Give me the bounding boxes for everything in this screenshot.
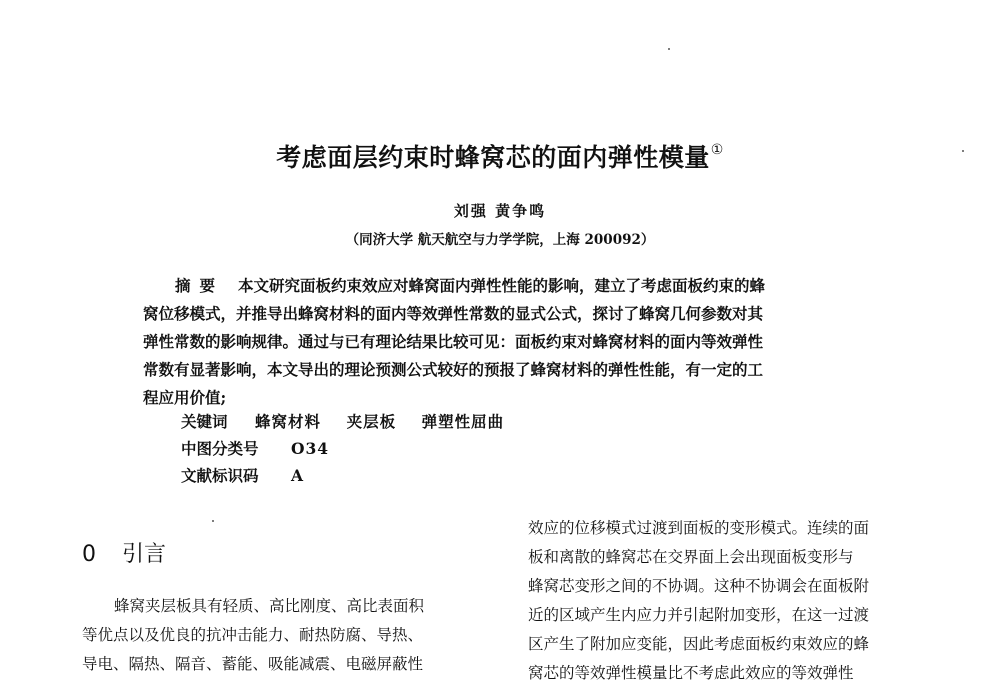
- keywords-label: 关键词: [181, 412, 228, 431]
- scan-speck: [668, 48, 670, 50]
- abstract-line: 窝位移模式，并推导出蜂窝材料的面内等效弹性常数的显式公式，探讨了蜂窝几何参数对其: [143, 304, 764, 323]
- doc-code-label: 文献标识码: [181, 466, 259, 485]
- paragraph-line: 导电、隔热、隔音、蓄能、吸能减震、电磁屏蔽性: [82, 655, 424, 673]
- doc-code-value: A: [291, 466, 305, 485]
- paper-authors: 刘强 黄争鸣: [453, 202, 547, 220]
- section-title: 引言: [122, 542, 167, 567]
- keywords-row: [181, 410, 504, 432]
- scan-speck: [962, 150, 964, 152]
- abstract-line: 程应用价值;: [143, 388, 227, 407]
- abstract-line: 弹性常数的影响规律。通过与已有理论结果比较可见：面板约束对蜂窝材料的面内等效弹性: [143, 332, 764, 351]
- scan-speck: [212, 520, 214, 522]
- abstract-line: [143, 272, 879, 300]
- paper-title-text: 考虑面层约束时蜂窝芯的面内弹性模量: [276, 143, 710, 172]
- clc-row: [181, 437, 329, 459]
- title-footnote-mark: ①: [710, 142, 724, 158]
- right-column: [528, 514, 940, 688]
- left-column: [82, 592, 492, 679]
- paper-affiliation: （同济大学 航天航空与力学学院，上海 200092）: [345, 232, 655, 248]
- keywords-value: 蜂窝材料 夹层板 弹塑性屈曲: [255, 412, 505, 431]
- paragraph-line: 蜂窝夹层板具有轻质、高比刚度、高比表面积: [114, 597, 425, 615]
- paragraph-line: 区产生了附加应变能，因此考虑面板约束效应的蜂: [528, 635, 870, 653]
- abstract-label: 摘要: [175, 276, 225, 295]
- doc-code-row: [181, 464, 304, 486]
- paper-title: [0, 138, 1000, 174]
- paragraph-line: 板和离散的蜂窝芯在交界面上会出现面板变形与: [528, 548, 854, 566]
- clc-value: O34: [291, 439, 330, 458]
- paragraph-line: 蜂窝芯变形之间的不协调。这种不协调会在面板附: [528, 577, 870, 595]
- abstract: [143, 272, 879, 412]
- abstract-line-text: 本文研究面板约束效应对蜂窝面内弹性性能的影响，建立了考虑面板约束的蜂: [238, 276, 766, 295]
- abstract-line: 常数有显著影响，本文导出的理论预测公式较好的预报了蜂窝材料的弹性性能，有一定的工: [143, 360, 764, 379]
- section-number: 0: [82, 542, 96, 567]
- section-heading: [82, 537, 166, 568]
- paragraph-line: 等优点以及优良的抗冲击能力、耐热防腐、导热、: [82, 626, 424, 644]
- paragraph-line: 效应的位移模式过渡到面板的变形模式。连续的面: [528, 519, 870, 537]
- paragraph-line: 窝芯的等效弹性模量比不考虑此效应的等效弹性: [528, 664, 854, 682]
- paragraph-line: 近的区域产生内应力并引起附加变形，在这一过渡: [528, 606, 870, 624]
- clc-label: 中图分类号: [181, 439, 259, 458]
